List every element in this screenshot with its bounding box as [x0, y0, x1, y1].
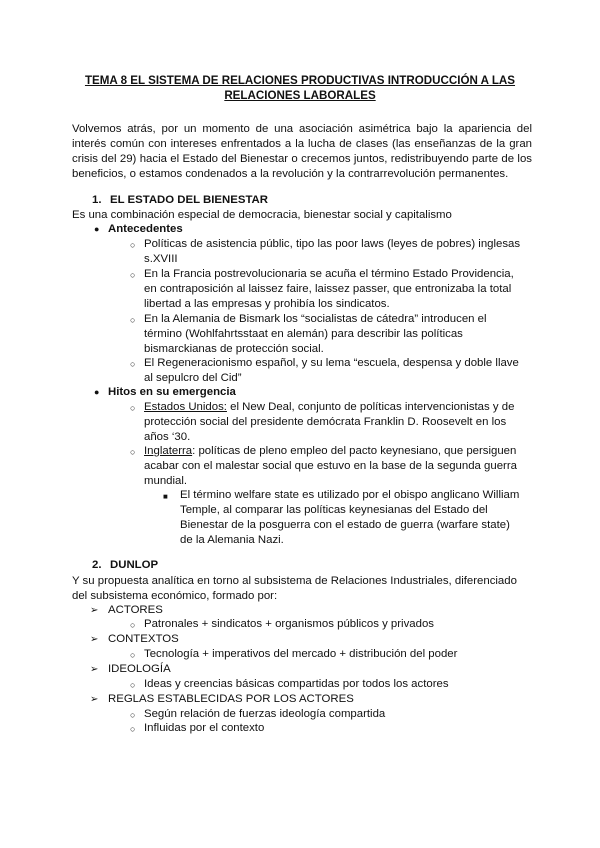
antecedente-item: El Regeneracionismo español, y su lema “escuela, despensa y doble llave al sepulcro del Cid” — [144, 357, 519, 384]
inglaterra-text: : políticas de pleno empleo del pacto keynesiano, que persiguen acabar con el malestar social que estuvo en la base de la segunda guerra mundial. — [144, 445, 517, 487]
hito-estados-unidos — [144, 400, 528, 445]
welfare-state-note: El término welfare state es utilizado por el obispo anglicano William Temple, al comparar las políticas keynesianas del Estado del Bienestar de la posguerra con el estado de guerra (warfare state) de la Alemania Nazi. — [180, 489, 520, 546]
group-label-actores: ACTORES — [108, 604, 163, 616]
circle-bullet-icon: ○ — [130, 650, 136, 660]
section-2-number: 2. — [92, 559, 102, 571]
antecedentes-label: Antecedentes — [108, 223, 183, 235]
group-item: Patronales + sindicatos + organismos públicos y privados — [144, 618, 434, 630]
antecedente-item: En la Francia postrevolucionaria se acuña el término Estado Providencia, en contraposición al laissez faire, laissez passer, que entronizaba la total libertad a las empresas y prohibía los sindicatos. — [144, 268, 514, 310]
title-line-1: TEMA 8 EL SISTEMA DE RELACIONES PRODUCTIVAS INTRODUCCIÓN A LAS — [84, 74, 516, 87]
group-label-reglas: REGLAS ESTABLECIDAS POR LOS ACTORES — [108, 693, 354, 705]
arrow-bullet-icon: ➢ — [90, 694, 99, 705]
circle-bullet-icon: ○ — [130, 620, 136, 630]
group-item: Influidas por el contexto — [144, 722, 265, 734]
antecedente-item: Políticas de asistencia públic, tipo las poor laws (leyes de pobres) inglesas s.XVIII — [144, 238, 521, 265]
section-2-title: DUNLOP — [110, 559, 159, 571]
bullet-icon: ● — [94, 224, 100, 234]
circle-bullet-icon: ○ — [130, 447, 136, 457]
circle-bullet-icon: ○ — [130, 359, 136, 369]
arrow-bullet-icon: ➢ — [90, 605, 99, 616]
hito-inglaterra — [144, 444, 522, 489]
group-label-contextos: CONTEXTOS — [108, 633, 179, 645]
group-item: Según relación de fuerzas ideología compartida — [144, 708, 386, 720]
intro-paragraph: Volvemos atrás, por un momento de una asociación asimétrica bajo la apariencia del interés común con intereses enfrentados a la lucha de clases (las enseñanzas de la gran crisis del 29) hacia el Estado del Bienestar o crecemos juntos, redistribuyendo parte de los beneficios, o estamos condenados a la revolución y la contrarrevolución permanentes. — [72, 123, 532, 180]
hitos-label: Hitos en su emergencia — [108, 386, 236, 398]
circle-bullet-icon: ○ — [130, 710, 136, 720]
section-2-heading — [92, 558, 158, 573]
circle-bullet-icon: ○ — [130, 724, 136, 734]
section-2-definition: Y su propuesta analítica en torno al subsistema de Relaciones Industriales, diferenciado del subsistema económico, formado por: — [72, 575, 517, 602]
estados-unidos-text: el New Deal, conjunto de políticas intervencionistas y de protección social del presidente demócrata Franklin D. Roosevelt en los años ‘30. — [144, 401, 515, 443]
circle-bullet-icon: ○ — [130, 315, 136, 325]
group-item: Ideas y creencias básicas compartidas por todos los actores — [144, 678, 449, 690]
section-1-number: 1. — [92, 194, 102, 206]
circle-bullet-icon: ○ — [130, 680, 136, 690]
circle-bullet-icon: ○ — [130, 403, 136, 413]
section-1-heading — [92, 193, 268, 208]
section-1-definition: Es una combinación especial de democracia, bienestar social y capitalismo — [72, 209, 452, 221]
group-item: Tecnología + imperativos del mercado + distribución del poder — [144, 648, 458, 660]
arrow-bullet-icon: ➢ — [90, 634, 99, 645]
inglaterra-label: Inglaterra — [144, 445, 193, 457]
square-bullet-icon: ■ — [163, 492, 168, 501]
circle-bullet-icon: ○ — [130, 270, 136, 280]
estados-unidos-label: Estados Unidos: — [144, 401, 227, 413]
document-title — [60, 73, 540, 103]
antecedente-item: En la Alemania de Bismark los “socialistas de cátedra” introducen el término (Wohlfahrtsstaat en alemán) para describir las políticas bismarckianas de protección social. — [144, 313, 487, 355]
title-line-2: RELACIONES LABORALES — [224, 89, 376, 102]
group-label-ideologia: IDEOLOGÍA — [108, 663, 171, 675]
bullet-icon: ● — [94, 387, 100, 397]
section-1-title: EL ESTADO DEL BIENESTAR — [110, 194, 269, 206]
circle-bullet-icon: ○ — [130, 240, 136, 250]
arrow-bullet-icon: ➢ — [90, 664, 99, 675]
